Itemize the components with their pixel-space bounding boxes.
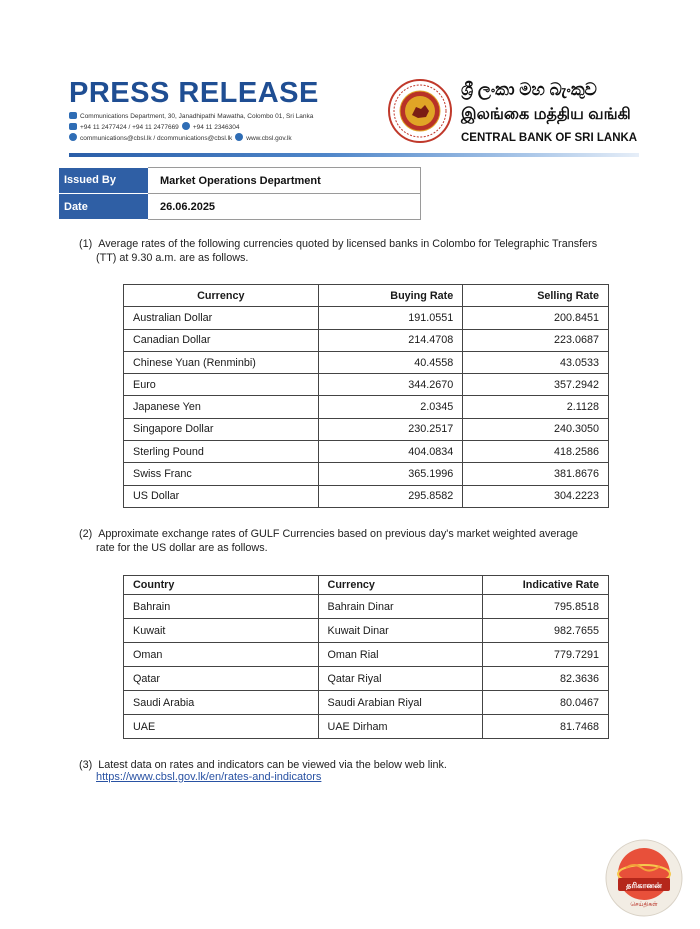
news-watermark-logo-icon [604, 838, 684, 918]
currency-cell: Chinese Yuan (Renminbi) [124, 351, 319, 373]
section2-text [79, 527, 637, 555]
currency-cell: US Dollar [124, 485, 319, 507]
table-row [124, 396, 609, 418]
buying-rate-cell: 40.4558 [318, 351, 463, 373]
currency-cell: Sterling Pound [124, 441, 319, 463]
mail-icon [69, 112, 77, 119]
header-divider [69, 153, 639, 157]
buying-rate-cell: 230.2517 [318, 418, 463, 440]
currency-cell: Euro [124, 374, 319, 396]
selling-rate-cell: 240.3050 [463, 418, 609, 440]
buying-rate-cell: 404.0834 [318, 441, 463, 463]
section2-line1: Approximate exchange rates of GULF Currencies based on previous day's market weighted average [98, 528, 578, 540]
watermark-text-top: தரிகானன் [626, 881, 662, 890]
country-cell: Saudi Arabia [124, 691, 319, 715]
indicative-rate-cell: 795.8518 [483, 595, 609, 619]
selling-rate-cell: 381.8676 [463, 463, 609, 485]
table-row [124, 691, 609, 715]
column-header-currency: Currency [124, 285, 319, 307]
section1-line1: Average rates of the following currencies quoted by licensed banks in Colombo for Telegraphic Transfers [98, 238, 598, 250]
column-header-selling-rate: Selling Rate [463, 285, 609, 307]
date-label: Date [59, 194, 148, 220]
issued-by-value: Market Operations Department [148, 168, 420, 194]
contact-phone-row [69, 122, 240, 132]
buying-rate-cell: 295.8582 [318, 485, 463, 507]
indicative-rate-cell: 81.7468 [483, 715, 609, 739]
table-row [124, 351, 609, 373]
table-row [124, 463, 609, 485]
indicative-rate-cell: 80.0467 [483, 691, 609, 715]
column-header-currency: Currency [318, 576, 483, 595]
tt-rates-table [123, 284, 609, 508]
selling-rate-cell: 357.2942 [463, 374, 609, 396]
contact-phone-text: +94 11 2477424 / +94 11 2477669 [80, 124, 179, 131]
section1-number: (1) [79, 238, 93, 250]
contact-fax-text: +94 11 2346304 [192, 124, 240, 131]
country-cell: Oman [124, 643, 319, 667]
section3-number: (3) [79, 759, 93, 771]
column-header-buying-rate: Buying Rate [318, 285, 463, 307]
selling-rate-cell: 43.0533 [463, 351, 609, 373]
table-row [124, 667, 609, 691]
table-row [124, 418, 609, 440]
table-row [124, 441, 609, 463]
currency-cell: Singapore Dollar [124, 418, 319, 440]
column-header-country: Country [124, 576, 319, 595]
fax-icon [182, 122, 190, 130]
section2-number: (2) [79, 528, 93, 540]
section3-text [79, 758, 637, 772]
selling-rate-cell: 304.2223 [463, 485, 609, 507]
table-row [124, 715, 609, 739]
contact-email-text: communications@cbsl.lk / dcommunications@cbsl.lk [80, 135, 233, 142]
table-row [124, 619, 609, 643]
currency-cell: Canadian Dollar [124, 329, 319, 351]
section3-line: Latest data on rates and indicators can be viewed via the below web link. [98, 759, 447, 771]
selling-rate-cell: 2.1128 [463, 396, 609, 418]
phone-icon [69, 123, 77, 130]
issued-by-row [59, 168, 420, 194]
central-bank-seal-icon [388, 79, 452, 143]
country-cell: Qatar [124, 667, 319, 691]
buying-rate-cell: 365.1996 [318, 463, 463, 485]
buying-rate-cell: 344.2670 [318, 374, 463, 396]
country-cell: Kuwait [124, 619, 319, 643]
currency-cell: Oman Rial [318, 643, 483, 667]
currency-cell: Qatar Riyal [318, 667, 483, 691]
buying-rate-cell: 191.0551 [318, 307, 463, 329]
bank-name-english: CENTRAL BANK OF SRI LANKA [461, 132, 638, 144]
date-value: 26.06.2025 [148, 194, 420, 220]
currency-cell: Saudi Arabian Riyal [318, 691, 483, 715]
bank-name-tamil: இலங்கை மத்திய வங்கி [461, 106, 631, 123]
currency-cell: Australian Dollar [124, 307, 319, 329]
table-row [124, 307, 609, 329]
indicative-rate-cell: 982.7655 [483, 619, 609, 643]
indicative-rate-cell: 82.3636 [483, 667, 609, 691]
issue-meta-table [59, 167, 421, 220]
currency-cell: Japanese Yen [124, 396, 319, 418]
gulf-rates-table [123, 575, 609, 739]
section2-line2: rate for the US dollar are as follows. [96, 542, 268, 554]
contact-address-text: Communications Department, 30, Janadhipathi Mawatha, Colombo 01, Sri Lanka [80, 113, 314, 120]
date-row [59, 194, 420, 220]
currency-cell: UAE Dirham [318, 715, 483, 739]
section1-text [79, 237, 637, 265]
globe-icon [235, 133, 243, 141]
table-row [124, 643, 609, 667]
country-cell: Bahrain [124, 595, 319, 619]
country-cell: UAE [124, 715, 319, 739]
rates-indicators-link[interactable]: https://www.cbsl.gov.lk/en/rates-and-indicators [96, 771, 322, 783]
press-release-title: PRESS RELEASE [69, 77, 319, 109]
issued-by-label: Issued By [59, 168, 148, 194]
table-row [124, 374, 609, 396]
tt-rates-header-row [124, 285, 609, 307]
bank-name-sinhala: ශ්‍රී ලංකා මහ බැංකුව [461, 80, 597, 99]
contact-address [69, 112, 313, 121]
email-icon [69, 133, 77, 141]
currency-cell: Kuwait Dinar [318, 619, 483, 643]
buying-rate-cell: 2.0345 [318, 396, 463, 418]
contact-web-text: www.cbsl.gov.lk [246, 135, 292, 142]
table-row [124, 595, 609, 619]
section1-line2: (TT) at 9.30 a.m. are as follows. [96, 252, 249, 264]
gulf-rates-header-row [124, 576, 609, 595]
table-row [124, 329, 609, 351]
contact-email-row [69, 133, 292, 143]
column-header-indicative-rate: Indicative Rate [483, 576, 609, 595]
selling-rate-cell: 200.8451 [463, 307, 609, 329]
currency-cell: Swiss Franc [124, 463, 319, 485]
selling-rate-cell: 418.2586 [463, 441, 609, 463]
selling-rate-cell: 223.0687 [463, 329, 609, 351]
table-row [124, 485, 609, 507]
currency-cell: Bahrain Dinar [318, 595, 483, 619]
indicative-rate-cell: 779.7291 [483, 643, 609, 667]
buying-rate-cell: 214.4708 [318, 329, 463, 351]
watermark-text-bottom: செய்திகள் [630, 901, 658, 908]
